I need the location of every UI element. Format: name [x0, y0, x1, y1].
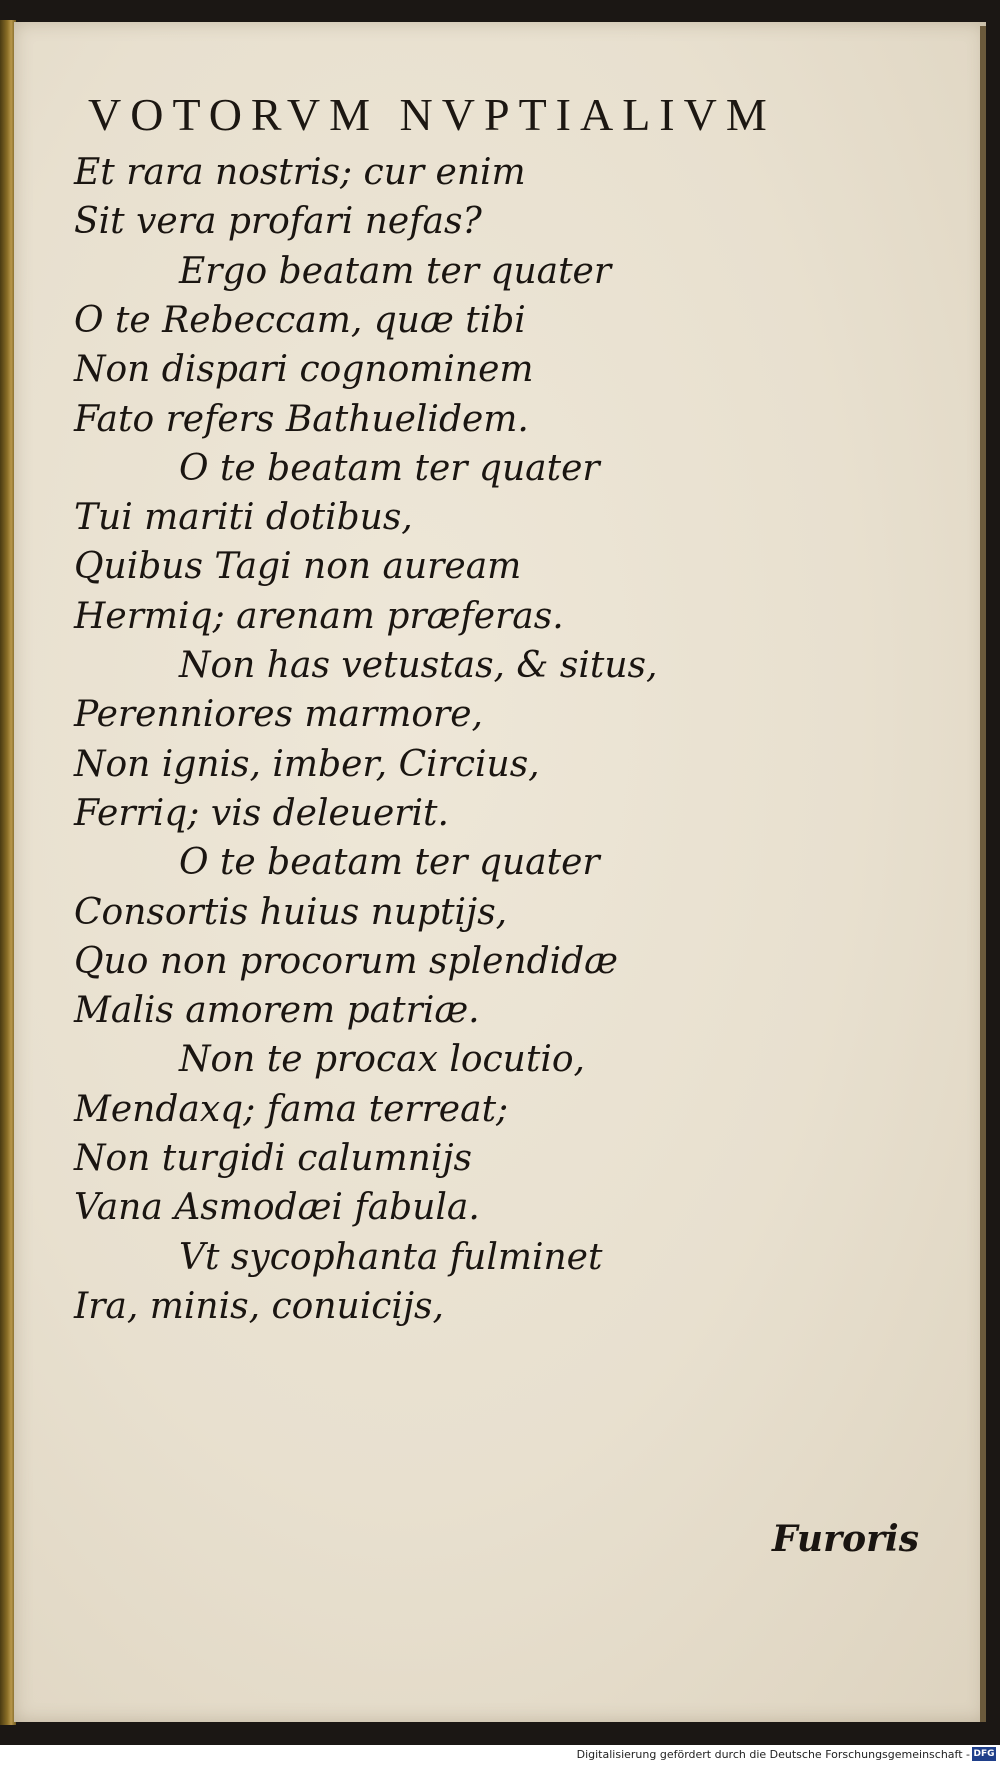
- verse-line: Perenniores marmore,: [74, 694, 483, 736]
- verse-line: Non turgidi calumnijs: [74, 1138, 473, 1179]
- verse-line: Et rara nostris; cur enim: [74, 152, 526, 193]
- book-page: [14, 22, 986, 1722]
- verse-line: Quibus Tagi non auream: [74, 546, 522, 588]
- verse-line: Mendaxq; fama terreat;: [74, 1088, 509, 1130]
- verse-line: Sit vera profari nefas?: [74, 201, 482, 243]
- verse-line: O te beatam ter quater: [179, 842, 600, 884]
- verse-line: Tui mariti dotibus,: [74, 497, 413, 539]
- verse-line: Non ignis, imber, Circius,: [74, 743, 540, 785]
- verse-line: Hermiq; arenam præferas.: [74, 595, 564, 637]
- verse-line: Fato refers Bathuelidem.: [74, 398, 529, 440]
- verse-line: Quo non procorum splendidæ: [74, 940, 619, 982]
- verse-line: Consortis huius nuptijs,: [74, 891, 508, 933]
- verse-line: Malis amorem patriæ.: [74, 990, 480, 1032]
- verse-line: Non has vetustas, & situs,: [179, 645, 658, 686]
- verse-line: Ferriq; vis deleuerit.: [74, 792, 449, 834]
- dfg-logo: DFG: [973, 1749, 995, 1759]
- verse-block: [14, 22, 986, 1722]
- verse-line: O te beatam ter quater: [179, 447, 600, 489]
- verse-line: Vt sycophanta fulminet: [179, 1236, 603, 1278]
- page-right-edge: [980, 26, 986, 1722]
- verse-line: Ergo beatam ter quater: [179, 250, 612, 292]
- running-head: VOTORVM NVPTIALIVM: [88, 89, 776, 140]
- digitization-credit: Digitalisierung gefördert durch die Deutsche Forschungsgemeinschaft -: [576, 1748, 970, 1761]
- catchword: Furoris: [772, 1518, 919, 1560]
- verse-line: Non dispari cognominem: [74, 349, 534, 391]
- verse-line: Ira, minis, conuicijs,: [74, 1285, 444, 1327]
- verse-line: O te Rebeccam, quæ tibi: [74, 299, 526, 341]
- verse-line: Non te procax locutio,: [179, 1039, 585, 1081]
- verse-line: Vana Asmodæi fabula.: [74, 1187, 480, 1229]
